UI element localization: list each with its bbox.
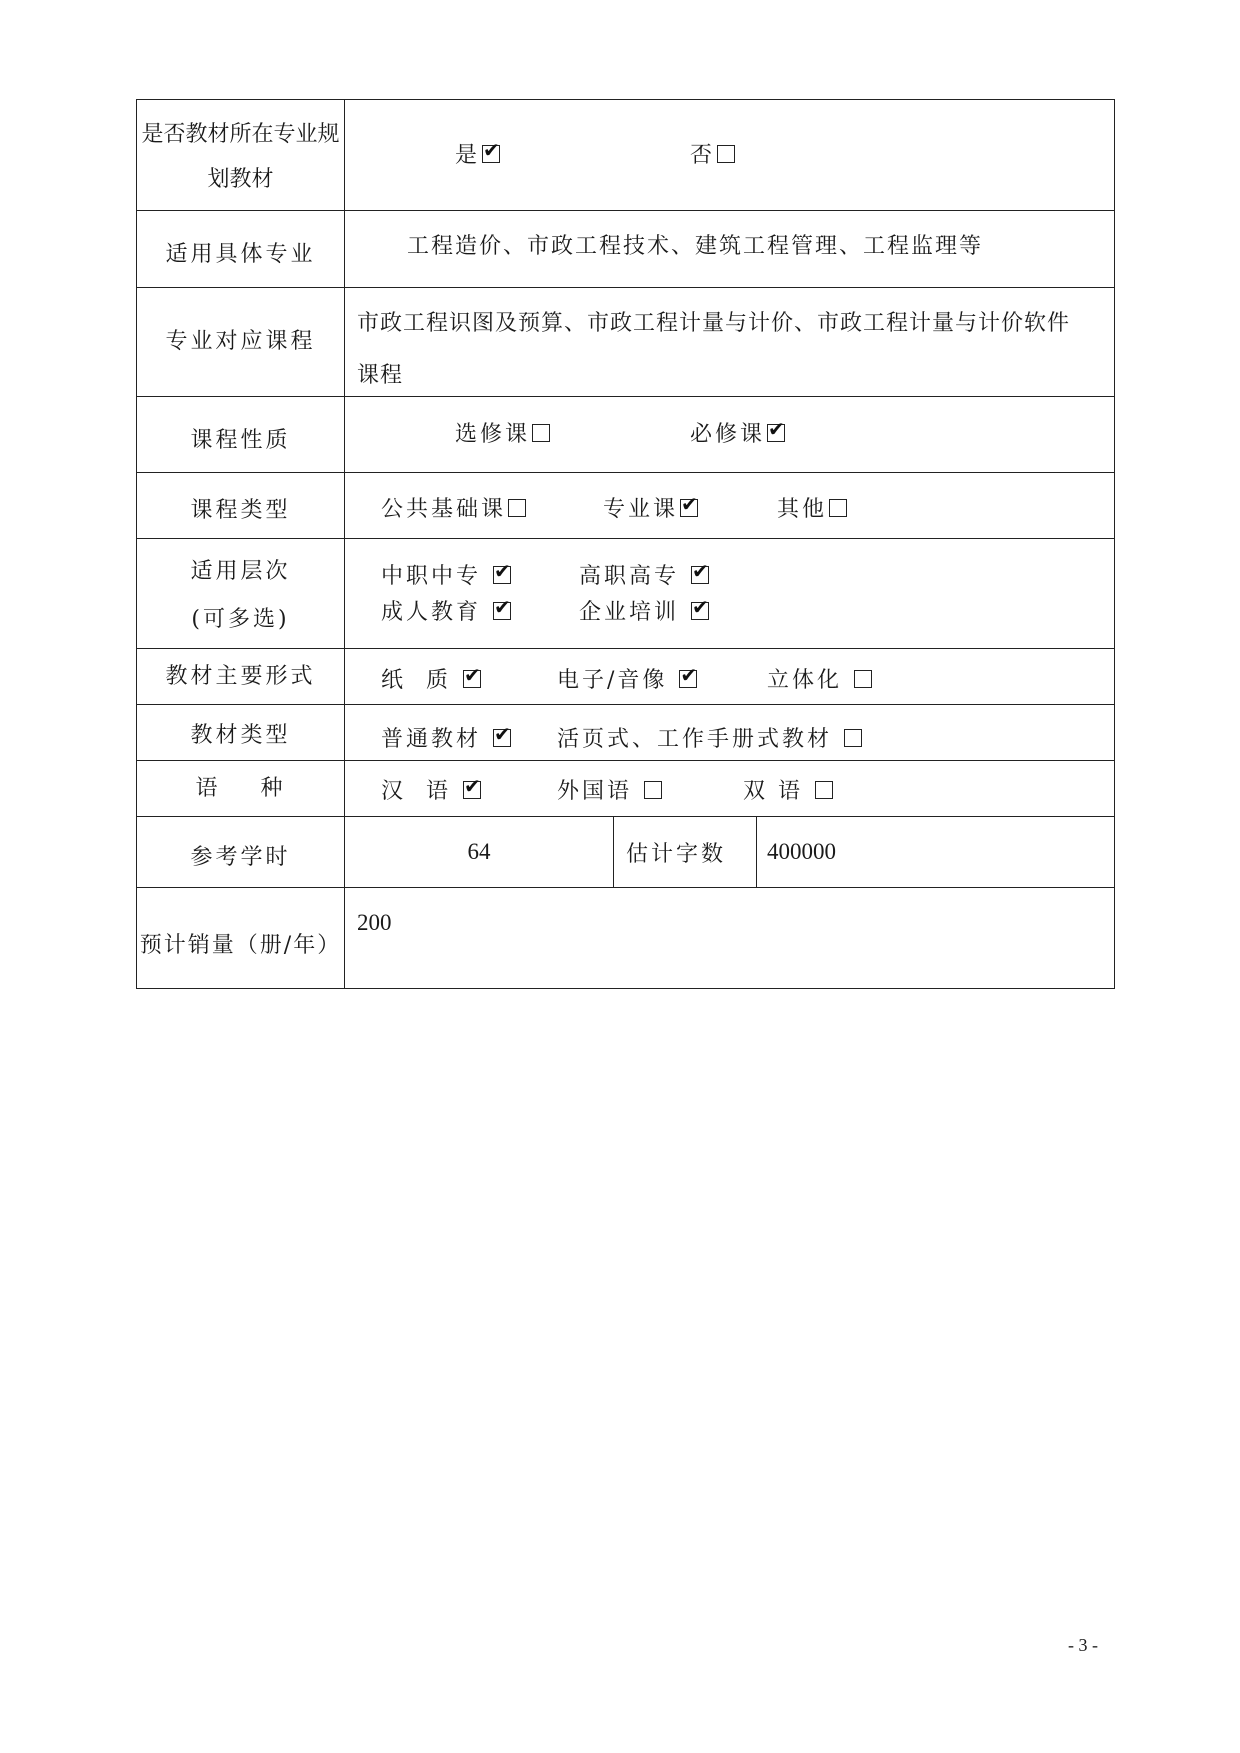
option-paper[interactable] xyxy=(381,663,481,694)
checked-checkbox-icon[interactable] xyxy=(493,729,511,747)
value-applicable-majors xyxy=(345,211,1115,288)
checked-checkbox-icon[interactable] xyxy=(482,145,500,163)
checked-checkbox-icon[interactable] xyxy=(691,602,709,620)
label-planned-textbook xyxy=(137,100,345,211)
option-no[interactable] xyxy=(690,138,735,169)
empty-checkbox-icon[interactable] xyxy=(532,424,550,442)
option-foreign[interactable] xyxy=(557,774,662,805)
option-foreign-label: 外国语 xyxy=(557,779,633,804)
row-estimated-sales xyxy=(137,888,1115,989)
option-secondary-vocational[interactable] xyxy=(381,559,511,590)
courses-line1: 市政工程识图及预算、市政工程计量与计价、市政工程计量与计价软件 xyxy=(357,311,1071,336)
row-corresponding-courses xyxy=(137,288,1115,397)
label-language: 语 种 xyxy=(137,761,345,817)
row-course-type xyxy=(137,473,1115,539)
value-estimated-sales xyxy=(345,888,1115,989)
checked-checkbox-icon[interactable] xyxy=(680,499,698,517)
option-enterprise-training[interactable] xyxy=(579,595,709,626)
checked-checkbox-icon[interactable] xyxy=(463,670,481,688)
value-course-nature xyxy=(345,397,1115,473)
row-applicable-level xyxy=(137,539,1115,649)
page-number: - 3 - xyxy=(1068,1635,1098,1655)
option-elective-label: 选修课 xyxy=(455,422,531,447)
row-applicable-majors xyxy=(137,211,1115,288)
option-adult-education[interactable] xyxy=(381,595,511,626)
label-corresponding-courses: 专业对应课程 xyxy=(137,288,345,397)
option-required[interactable] xyxy=(690,417,785,448)
option-adult-label: 成人教育 xyxy=(381,600,482,625)
majors-text: 工程造价、市政工程技术、建筑工程管理、工程监理等 xyxy=(407,234,984,259)
sales-label: 预计销量（册/年） xyxy=(139,932,342,958)
option-loose-leaf[interactable] xyxy=(557,722,862,753)
label-reference-hours: 参考学时 xyxy=(137,817,345,888)
label-course-nature: 课程性质 xyxy=(137,397,345,473)
option-major-course[interactable] xyxy=(603,492,698,523)
empty-checkbox-icon[interactable] xyxy=(717,145,735,163)
option-electronic[interactable] xyxy=(557,663,697,694)
hours-value: 64 xyxy=(467,839,491,864)
option-loose-label: 活页式、工作手册式教材 xyxy=(557,727,833,752)
level-label-line2: (可多选) xyxy=(191,606,290,632)
option-higher-label: 高职高专 xyxy=(579,564,680,589)
label-applicable-level xyxy=(137,539,345,649)
checked-checkbox-icon[interactable] xyxy=(493,602,511,620)
row-language xyxy=(137,761,1115,817)
option-major-label: 专业课 xyxy=(603,497,679,522)
option-other-label: 其他 xyxy=(777,497,828,522)
checked-checkbox-icon[interactable] xyxy=(679,670,697,688)
word-count-value: 400000 xyxy=(767,839,836,864)
option-bilingual[interactable] xyxy=(743,774,833,805)
application-form-sheet xyxy=(136,99,1114,989)
option-enterprise-label: 企业培训 xyxy=(579,600,680,625)
option-chinese[interactable] xyxy=(381,774,481,805)
option-yes-label: 是 xyxy=(455,143,481,168)
value-corresponding-courses xyxy=(345,288,1115,397)
label-applicable-majors: 适用具体专业 xyxy=(137,211,345,288)
sales-value: 200 xyxy=(357,910,392,935)
label-word-count xyxy=(614,817,757,888)
option-secondary-label: 中职中专 xyxy=(381,564,482,589)
option-electronic-label: 电子/音像 xyxy=(557,668,668,693)
checked-checkbox-icon[interactable] xyxy=(463,781,481,799)
value-textbook-type xyxy=(345,705,1115,761)
option-normal-textbook[interactable] xyxy=(381,722,511,753)
empty-checkbox-icon[interactable] xyxy=(829,499,847,517)
value-language xyxy=(345,761,1115,817)
checked-checkbox-icon[interactable] xyxy=(691,566,709,584)
row-course-nature xyxy=(137,397,1115,473)
option-public-basic[interactable] xyxy=(381,492,526,523)
checked-checkbox-icon[interactable] xyxy=(767,424,785,442)
row-textbook-type xyxy=(137,705,1115,761)
option-bilingual-label: 双 语 xyxy=(743,779,803,804)
value-course-type xyxy=(345,473,1115,539)
value-planned-textbook xyxy=(345,100,1115,211)
row-reference-hours xyxy=(137,817,1115,888)
option-higher-vocational[interactable] xyxy=(579,559,709,590)
courses-line2: 课程 xyxy=(357,363,404,388)
option-public-label: 公共基础课 xyxy=(381,497,507,522)
option-chinese-label: 汉 语 xyxy=(381,779,451,804)
label-line1: 是否教材所在专业规 xyxy=(141,122,340,147)
option-yes[interactable] xyxy=(455,138,500,169)
word-count-label: 估计字数 xyxy=(626,841,727,867)
option-3d[interactable] xyxy=(767,663,872,694)
row-planned-textbook xyxy=(137,100,1115,211)
label-line2: 划教材 xyxy=(207,167,274,192)
option-elective[interactable] xyxy=(455,417,550,448)
value-applicable-level xyxy=(345,539,1115,649)
option-no-label: 否 xyxy=(690,143,716,168)
empty-checkbox-icon[interactable] xyxy=(644,781,662,799)
option-normal-label: 普通教材 xyxy=(381,727,482,752)
label-textbook-type: 教材类型 xyxy=(137,705,345,761)
empty-checkbox-icon[interactable] xyxy=(815,781,833,799)
option-3d-label: 立体化 xyxy=(767,668,843,693)
empty-checkbox-icon[interactable] xyxy=(854,670,872,688)
empty-checkbox-icon[interactable] xyxy=(844,729,862,747)
row-textbook-form xyxy=(137,649,1115,705)
label-course-type: 课程类型 xyxy=(137,473,345,539)
label-estimated-sales xyxy=(137,888,345,989)
checked-checkbox-icon[interactable] xyxy=(493,566,511,584)
value-reference-hours xyxy=(345,817,614,888)
option-other[interactable] xyxy=(777,492,847,523)
option-required-label: 必修课 xyxy=(690,422,766,447)
empty-checkbox-icon[interactable] xyxy=(508,499,526,517)
textbook-info-table xyxy=(136,99,1115,989)
level-label-line1: 适用层次 xyxy=(190,558,291,584)
value-textbook-form xyxy=(345,649,1115,705)
value-word-count xyxy=(757,817,1115,888)
label-textbook-form: 教材主要形式 xyxy=(137,649,345,705)
option-paper-label: 纸 质 xyxy=(381,668,451,693)
